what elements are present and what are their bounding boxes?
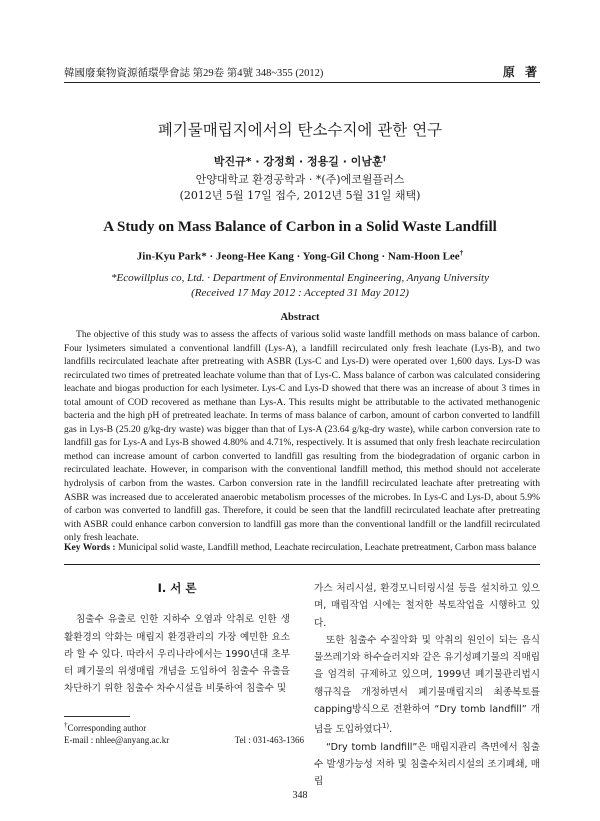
section-heading-introduction: I. 서 론	[157, 581, 197, 595]
intro-paragraph-1: 침출수 유출로 인한 지하수 오염과 악취로 인한 생활환경의 악화는 매립지 환경관리의 가장 예민한 요소라 할 수 있다. 따라서 우리나라에서는 1990년대 초부터 폐기물의 위생매립 개념을 도입하여 침출수 유출을 차단하기 위한 침출수 차수시설을 비롯하여 침출수 및	[64, 614, 290, 695]
intro-paragraph-1-continued: 가스 처리시설, 환경모니터링시설 등을 설치하고 있으며, 매립작업 시에는 철저한 복토작업을 시행하고 있다.	[314, 583, 540, 629]
english-title: A Study on Mass Balance of Carbon in a Solid Waste Landfill	[103, 219, 497, 235]
keywords-text: Municipal solid waste, Landfill method, Leachate recirculation, Leachate pretreatment, Carbon mass balance	[117, 542, 537, 553]
keywords-label: Key Words :	[64, 542, 116, 553]
header-divider	[64, 82, 540, 83]
journal-header	[64, 62, 540, 80]
footnote-mark: †	[64, 721, 68, 729]
keywords-divider	[64, 564, 540, 565]
keywords	[64, 541, 540, 554]
footnote-tel: Tel : 031-463-1366	[234, 735, 304, 745]
intro-paragraph-2-text: 또한 침출수 수질악화 및 악취의 원인이 되는 음식물쓰레기와 하수슬러지와 같은 유기성폐기물의 직매립을 엄격히 규제하고 있으며, 1999년 폐기물관리법시행규칙을 개정하면서 폐기물매립지의 최종복토를 capping방식으로 전환하여 “Dry tomb landfill” 개념을 도입하였다	[314, 634, 540, 736]
article-type-tag: 原 著	[502, 65, 540, 79]
footnote-divider	[64, 716, 130, 717]
english-dates: (Received 17 May 2012 : Accepted 31 May 2012)	[191, 287, 409, 299]
korean-authors	[0, 153, 600, 169]
footnote-corresponding	[64, 719, 304, 734]
korean-title: 폐기물매립지에서의 탄소수지에 관한 연구	[157, 121, 443, 139]
korean-affiliation: 안양대학교 환경공학과 · *(주)에코윌플러스	[195, 173, 405, 186]
body-left-column	[64, 580, 290, 698]
reference-marker: 1)	[381, 722, 390, 731]
journal-citation: 韓國廢棄物資源循環學會誌 第29卷 第4號 348~355 (2012)	[64, 68, 324, 79]
korean-dates: (2012년 5월 17일 접수, 2012년 5월 31일 채택)	[179, 189, 421, 202]
body-right-column	[314, 580, 540, 791]
footnote-contact	[64, 734, 304, 746]
intro-paragraph-2	[314, 632, 540, 739]
abstract-text: The objective of this study was to assess the affects of various solid waste landfill methods on mass balance of carbon. Four lysimeters simulated a conventional landfill (Lys-A), a landfill recirculated only fresh leachate (Lys-B), and two landfills recirculated leachate after pretreating with ASBR (Lys-C and Lys-D) were operated over 1,600 days. Lys-D was recirculated two times of pretreated leachate volume than that of Lys-C. Mass balance of carbon was calculated considering leachate and biogas production for each lysimeter. Lys-C and Lys-D showed that there was an increase of about 3 times in total amount of COD recovered as methane than Lys-A. This results might be attributable to the activated methanogenic bacteria and the high pH of pretreated leachate. In terms of mass balance of carbon, amount of carbon converted to landfill gas in Lys-B (25.20 g/kg-dry waste) was bigger than that of Lys-A (23.64 g/kg-dry waste), while carbon conversion rate to landfill gas for Lys-A and Lys-B showed 4.80% and 4.71%, respectively. It is assumed that only fresh leachate recirculation method can increase amount of carbon converted to landfill gas resulting from the biodegradation of organic carbon in recirculated leachate. However, in comparison with the conventional landfill method, this method should not accelerate hydrolysis of carbon from the wastes. Carbon conversion rate in the landfill recirculated leachate after pretreating with ASBR was increased due to accelerated anaerobic metabolism processes of the microbes. In Lys-C and Lys-D, about 5.9% of carbon was converted to landfill gas. Therefore, it could be seen that the landfill recirculated leachate after pretreating with ASBR could enhance carbon conversion to landfill gas more than the conventional landfill or the landfill recirculated only fresh leachate.	[64, 329, 540, 544]
footnote-corresponding-label: Corresponding author	[67, 723, 147, 733]
korean-author-names: 박진규* · 강정희 · 정용길 · 이남훈	[213, 155, 383, 168]
abstract-heading: Abstract	[280, 312, 320, 323]
english-affiliation: *Ecowillplus co, Ltd. · Department of Environmental Engineering, Anyang University	[111, 272, 489, 284]
page-number: 348	[292, 790, 308, 801]
intro-paragraph-3: “Dry tomb landfill”은 매립지관리 측면에서 침출수 발생가능성 저하 및 침출수처리시설의 조기폐쇄, 매립	[314, 741, 540, 788]
footnote	[64, 719, 304, 746]
corresponding-mark: †	[459, 249, 464, 257]
corresponding-mark: †	[382, 154, 387, 163]
english-authors	[0, 249, 600, 263]
english-author-names: Jin-Kyu Park* · Jeong-Hee Kang · Yong-Gil Chong · Nam-Hoon Lee	[136, 250, 460, 263]
footnote-email: E-mail : nhlee@anyang.ac.kr	[64, 735, 170, 745]
intro-paragraph-2-end: .	[389, 724, 393, 736]
